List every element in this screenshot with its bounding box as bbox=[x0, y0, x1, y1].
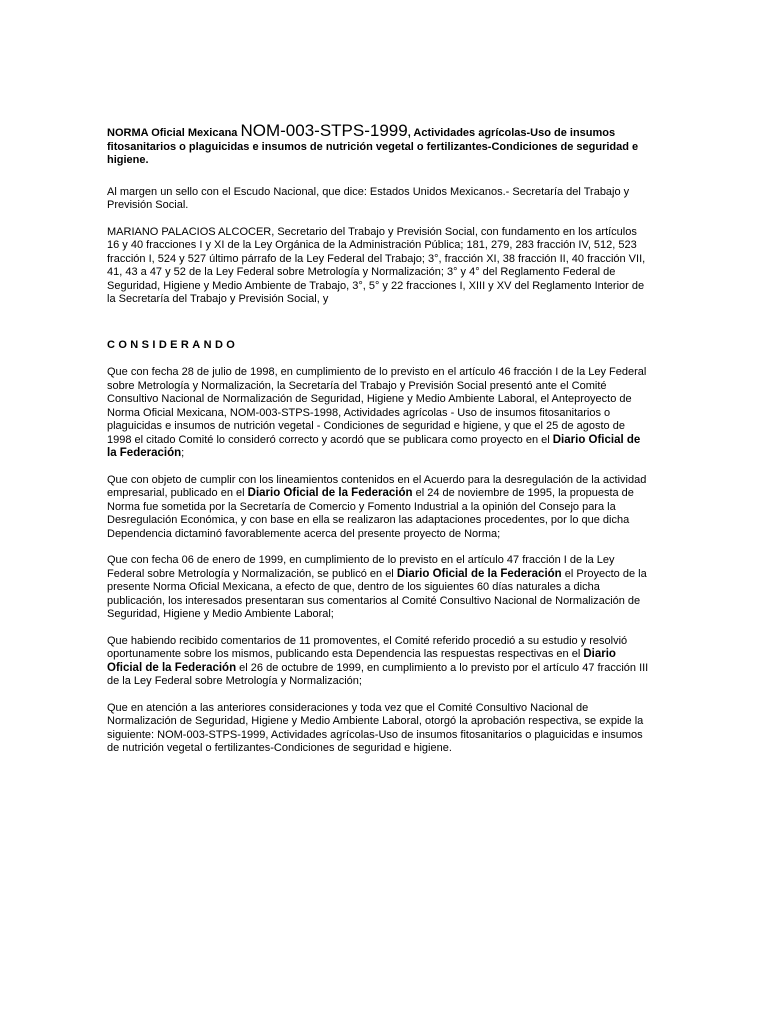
paragraph-text: el 26 de octubre de 1999, en cumplimiento a lo previsto por el artículo 47 fracción III de la Ley Federal sobre Metrología y Normalización; bbox=[107, 661, 649, 687]
norm-code: NOM-003-STPS-1999 bbox=[240, 121, 408, 140]
document-body bbox=[107, 121, 649, 769]
considerando-paragraph-3 bbox=[107, 554, 649, 622]
dof-reference: Diario Oficial de la Federación bbox=[396, 567, 562, 580]
paragraph-text: el 24 de noviembre de 1995, la propuesta de Norma fue sometida por la Secretaría de Comercio y Fomento Industrial a la opinión del Consejo para la Desregulación Económica, y con base en ella se realizaron las adaptaciones procedentes, por lo que dicha Dependencia dictaminó favorablemente acerca del presente proyecto de Norma; bbox=[107, 487, 634, 540]
considerando-paragraph-4 bbox=[107, 635, 649, 689]
title-prefix: NORMA Oficial Mexicana bbox=[107, 127, 241, 139]
paragraph-text: el Proyecto de la presente Norma Oficial Mexicana, a efecto de que, dentro de los siguientes 60 días naturales a dicha publicación, los interesados presentaran sus comentarios al Comité Consultivo Nacional de Normalización de Seguridad, Higiene y Medio Ambiente Laboral; bbox=[107, 567, 647, 620]
margin-note: Al margen un sello con el Escudo Nacional, que dice: Estados Unidos Mexicanos.- Secretaría del Trabajo y Previsión Social. bbox=[107, 185, 630, 211]
paragraph-text: Que con fecha 28 de julio de 1998, en cumplimiento de lo previsto en el artículo 46 fracción I de la Ley Federal sobre Metrología y Normalización, la Secretaría del Trabajo y Previsión Social presentó ante el Comité Consultivo Nacional de Normalización de Seguridad, Higiene y Medio Ambiente Laboral, el Anteproyecto de Norma Oficial Mexicana, NOM-003-STPS-1998, Actividades agrícolas - Uso de insumos fitosanitarios o plaguicidas e insumos de nutrición vegetal - Condiciones de seguridad e higiene, y que el 25 de agosto de 1998 el citado Comité lo consideró correcto y acordó que se publicara como proyecto en el bbox=[107, 366, 647, 446]
paragraph-text: Que habiendo recibido comentarios de 11 promoventes, el Comité referido procedió a su estudio y resolvió oportunamente sobre los mismos, publicando esta Dependencia las respuestas respectivas en el bbox=[107, 634, 628, 660]
paragraph-text: Que con fecha 06 de enero de 1999, en cumplimiento de lo previsto en el artículo 47 fracción I de la Ley Federal sobre Metrología y Normalización, se publicó en el bbox=[107, 554, 615, 580]
preamble: MARIANO PALACIOS ALCOCER, Secretario del Trabajo y Previsión Social, con fundamento en los artículos 16 y 40 fracciones I y XI de la Ley Orgánica de la Administración Pública; 181, 279, 283 fracción IV, 512, 523 fracción I, 524 y 527 último párrafo de la Ley Federal del Trabajo; 3°, fracción XI, 38 fracción II, 40 fracción VII, 41, 43 a 47 y 52 de la Ley Federal sobre Metrología y Normalización; 3° y 4° del Reglamento Federal de Seguridad, Higiene y Medio Ambiente de Trabajo, 3°, 5° y 22 fracciones I, XIII y XV del Reglamento Interior de la Secretaría del Trabajo y Previsión Social, y bbox=[107, 225, 646, 305]
paragraph-text: Que con objeto de cumplir con los lineamientos contenidos en el Acuerdo para la desregulación de la actividad empresarial, publicado en el bbox=[107, 473, 647, 499]
section-heading: CONSIDERANDO bbox=[107, 338, 239, 351]
document-title bbox=[107, 121, 649, 168]
considerando-paragraph-5: Que en atención a las anteriores consideraciones y toda vez que el Comité Consultivo Nacional de Normalización de Seguridad, Higiene y Medio Ambiente Laboral, otorgó la aprobación respectiva, se expide la siguiente: NOM-003-STPS-1999, Actividades agrícolas-Uso de insumos fitosanitarios o plaguicidas e insumos de nutrición vegetal o fertilizantes-Condiciones de seguridad e higiene. bbox=[107, 701, 644, 754]
title-rest: , Actividades agrícolas-Uso de insumos fitosanitarios o plaguicidas e insumos de nutrición vegetal o fertilizantes-Condiciones de seguridad e higiene. bbox=[107, 127, 639, 166]
dof-reference: Diario Oficial de la Federación bbox=[107, 433, 641, 459]
paragraph-text: ; bbox=[181, 447, 185, 459]
dof-reference: Diario Oficial de la Federación bbox=[247, 487, 413, 499]
considerando-paragraph-2 bbox=[107, 474, 649, 542]
dof-reference: Diario Oficial de la Federación bbox=[107, 648, 616, 674]
considerando-paragraph-1 bbox=[107, 366, 649, 461]
